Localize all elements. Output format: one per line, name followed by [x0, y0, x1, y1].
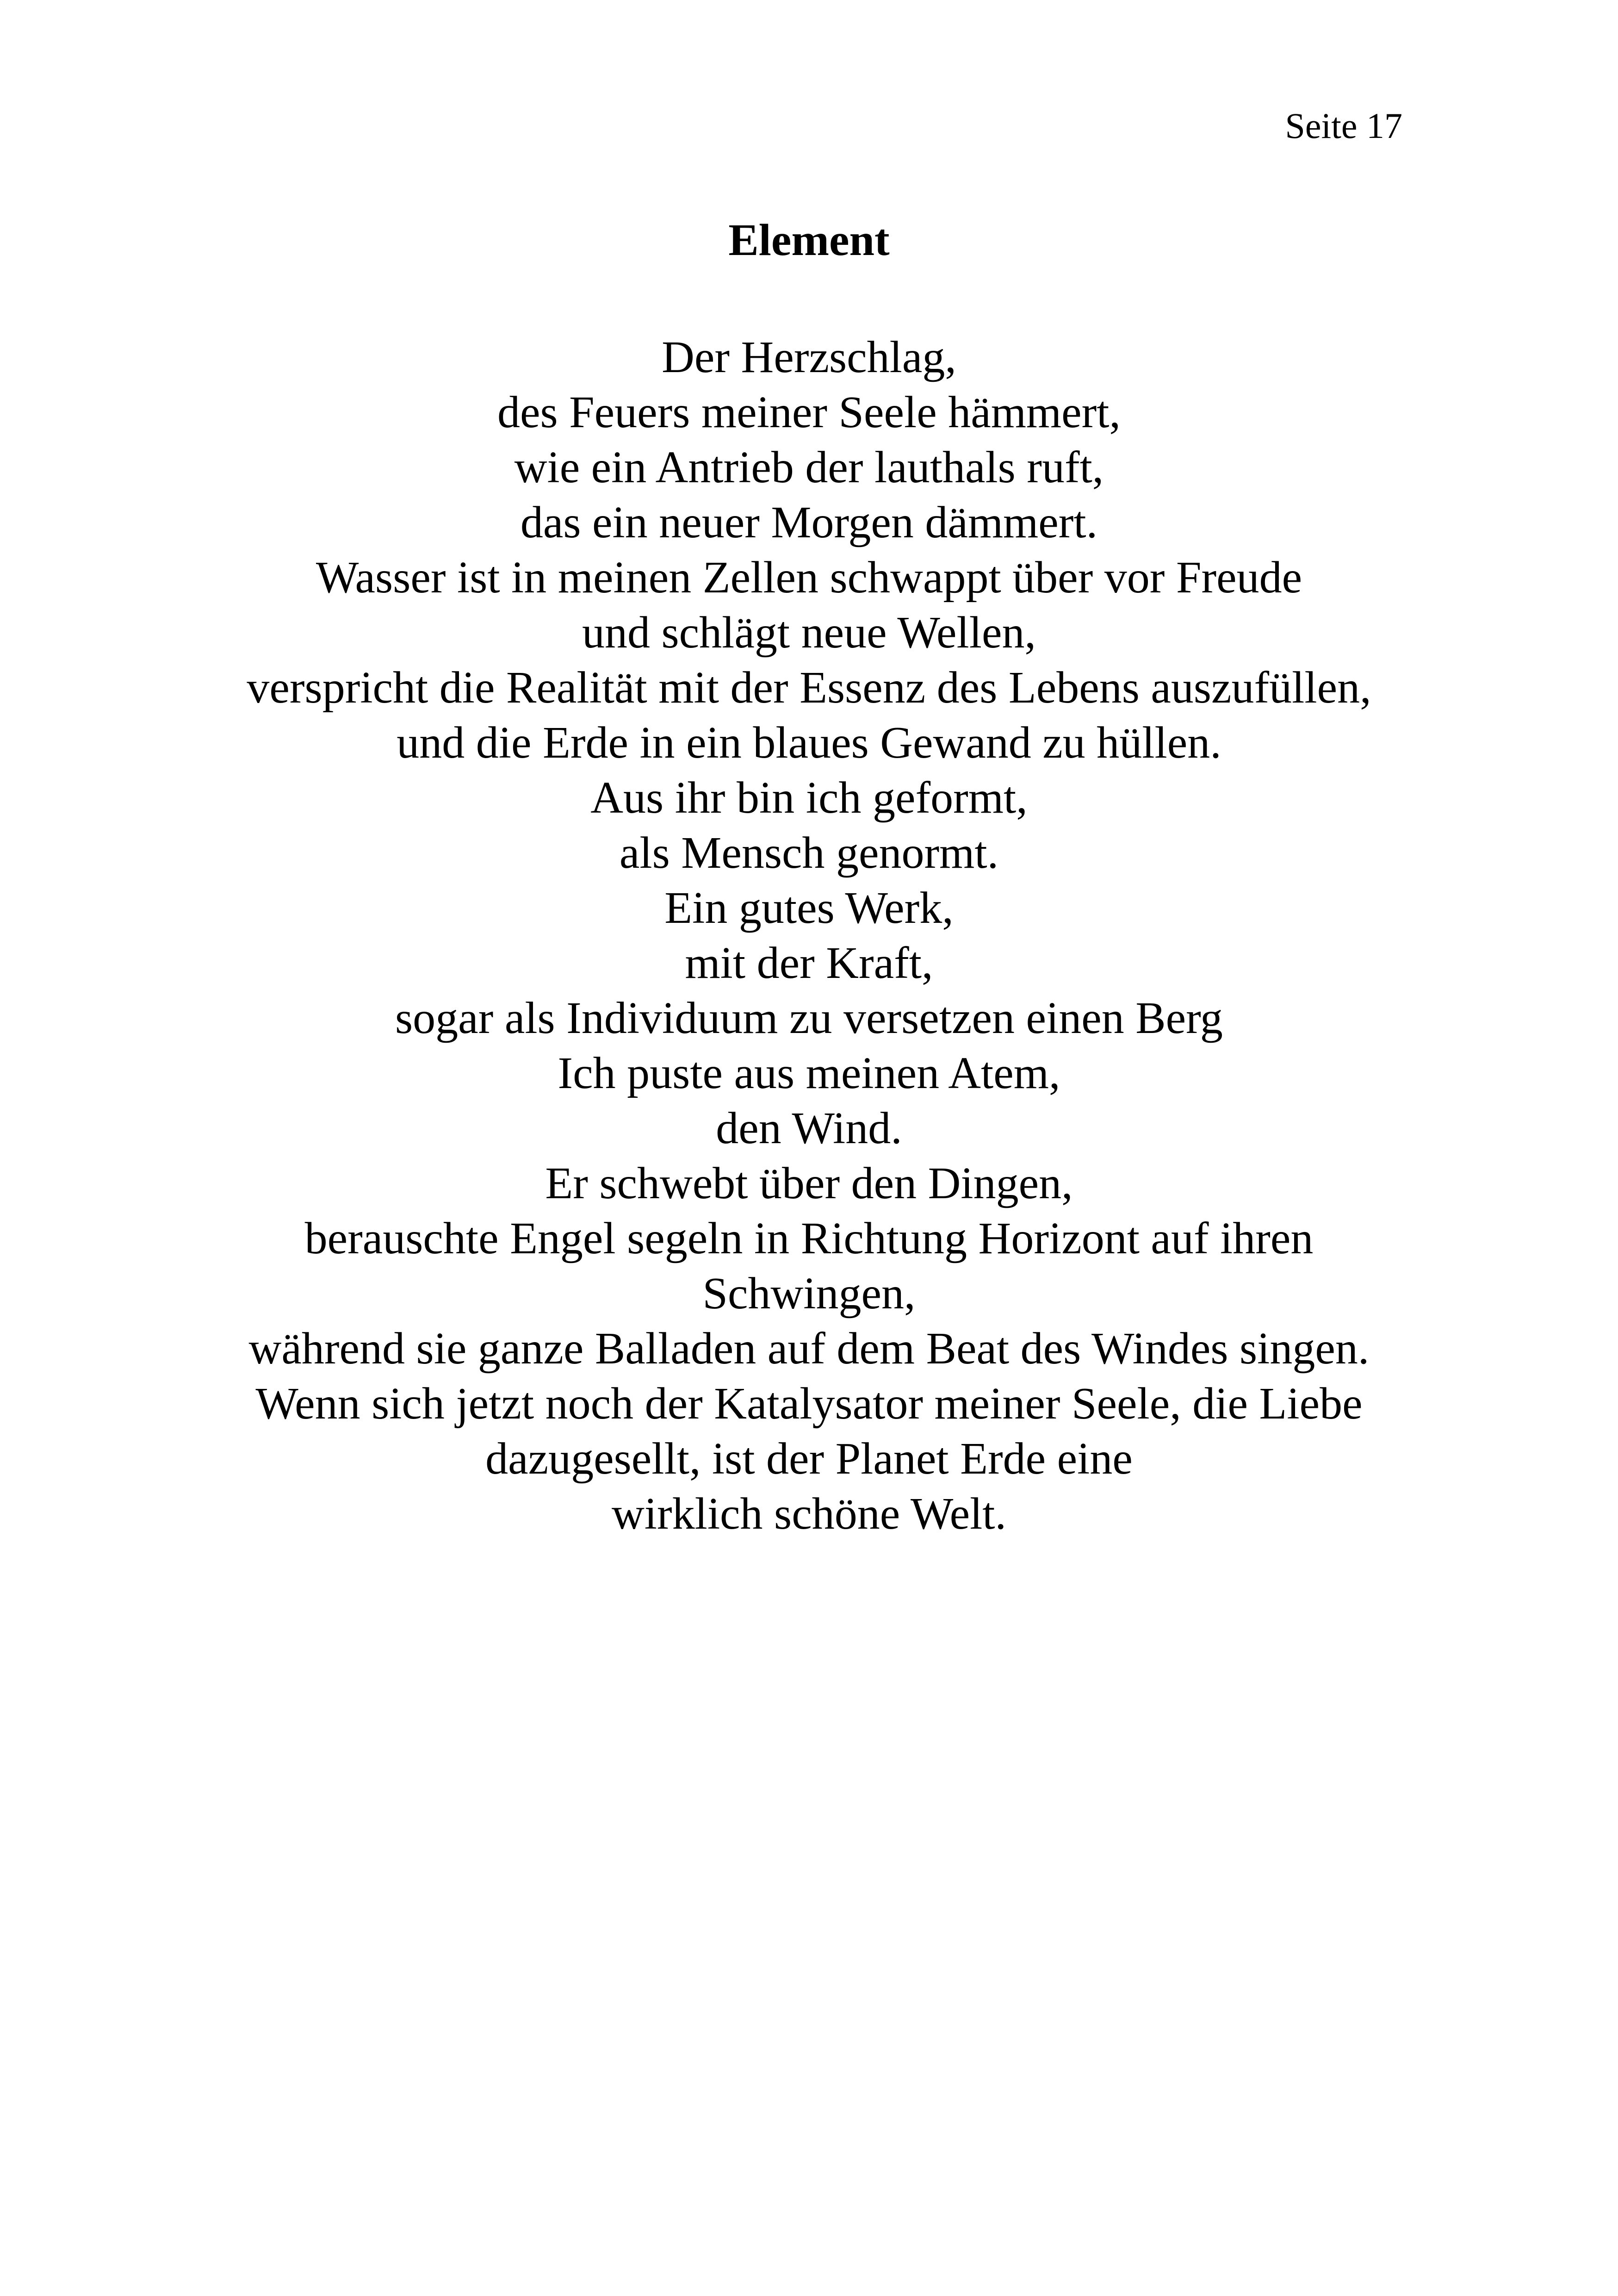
poem-line: das ein neuer Morgen dämmert.: [520, 498, 1098, 548]
poem-line: berauschte Engel segeln in Richtung Horizont auf ihren: [304, 1213, 1314, 1263]
poem-line: wie ein Antrieb der lauthals ruft,: [514, 442, 1104, 492]
poem-line: während sie ganze Balladen auf dem Beat des Windes singen.: [248, 1324, 1370, 1374]
poem-line: Der Herzschlag,: [662, 332, 956, 382]
poem-line: als Mensch genormt.: [619, 828, 999, 878]
poem-line: mit der Kraft,: [685, 938, 933, 988]
poem-body: [0, 330, 1618, 1542]
poem-line: wirklich schöne Welt.: [611, 1489, 1007, 1539]
poem-line: und schlägt neue Wellen,: [582, 608, 1036, 658]
page-number: Seite 17: [1285, 106, 1402, 146]
poem-line: dazugesellt, ist der Planet Erde eine: [485, 1434, 1133, 1484]
poem-line: Ein gutes Werk,: [664, 883, 954, 933]
poem-line: den Wind.: [716, 1103, 902, 1153]
poem-line: Ich puste aus meinen Atem,: [558, 1048, 1060, 1098]
poem-line: Aus ihr bin ich geformt,: [590, 773, 1028, 823]
poem-line: sogar als Individuum zu versetzen einen Berg: [395, 993, 1223, 1043]
poem-line: und die Erde in ein blaues Gewand zu hüllen.: [397, 718, 1221, 768]
poem-line: des Feuers meiner Seele hämmert,: [497, 387, 1121, 437]
poem-line: Er schwebt über den Dingen,: [545, 1158, 1073, 1208]
poem-line: Wasser ist in meinen Zellen schwappt über vor Freude: [316, 553, 1302, 603]
poem-line: verspricht die Realität mit der Essenz des Lebens auszufüllen,: [247, 663, 1371, 713]
poem-line: Schwingen,: [702, 1269, 916, 1319]
poem-title: Element: [728, 215, 890, 265]
poem-line: Wenn sich jetzt noch der Katalysator meiner Seele, die Liebe: [255, 1379, 1363, 1429]
